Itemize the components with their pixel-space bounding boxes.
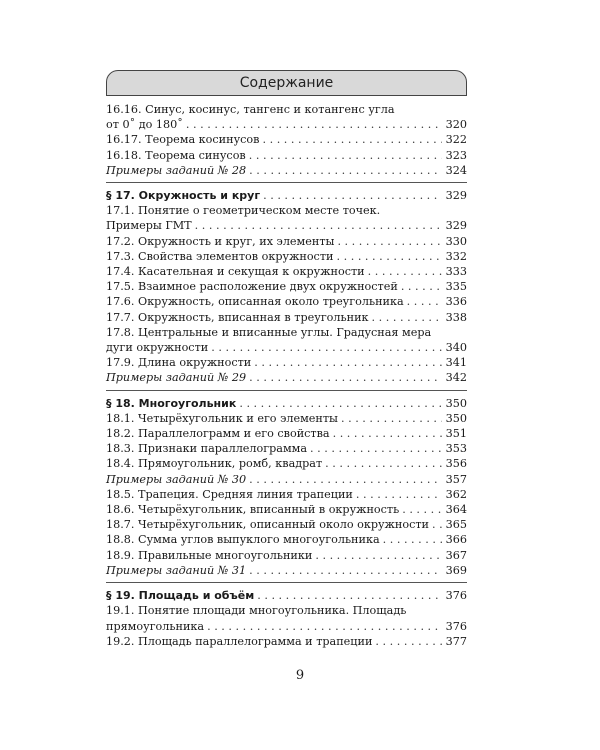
- toc-entry-title: 17.2. Окружность и круг, их элементы: [106, 234, 335, 248]
- toc-page-number: 351: [445, 427, 467, 441]
- toc-entry[interactable]: [106, 294, 467, 309]
- toc-page-number: 367: [445, 548, 467, 562]
- dot-leader: [310, 441, 442, 456]
- dot-leader: [432, 517, 442, 532]
- toc-page-number: 330: [445, 234, 467, 248]
- toc-section: [106, 588, 467, 653]
- dot-leader: [368, 264, 442, 279]
- toc-entry-title: 18.5. Трапеция. Средняя линия трапеции: [106, 487, 353, 501]
- toc-entry-title: 17.1. Понятие о геометрическом месте точек.: [106, 204, 381, 218]
- toc-entry-title: § 19. Площадь и объём: [106, 589, 255, 603]
- toc-exercises-entry[interactable]: [106, 370, 467, 385]
- toc-entry[interactable]: [106, 634, 467, 649]
- toc-entry-title: 18.7. Четырёхугольник, описанный около окружности: [106, 518, 430, 532]
- toc-entry-title: 19.2. Площадь параллелограмма и трапеции: [106, 634, 373, 648]
- toc-entry-title: дуги окружности: [106, 341, 209, 355]
- toc-entry-title: 16.18. Теорема синусов: [106, 148, 246, 162]
- dot-leader: [407, 294, 442, 309]
- dot-leader: [207, 619, 442, 634]
- dot-leader: [325, 456, 442, 471]
- toc-entry-title: 18.9. Правильные многоугольники: [106, 548, 313, 562]
- toc-page-number: 329: [445, 219, 467, 233]
- toc-entry-title: Примеры заданий № 28: [106, 163, 247, 177]
- toc-entry[interactable]: [106, 203, 467, 233]
- toc-entry[interactable]: [106, 102, 467, 132]
- toc-page-number: 365: [445, 518, 467, 532]
- toc-chapter-entry[interactable]: [106, 588, 467, 603]
- toc-page-number: 362: [445, 487, 467, 501]
- dot-leader: [375, 634, 442, 649]
- toc-page-number: 336: [445, 295, 467, 309]
- toc-page-number: 376: [445, 589, 467, 603]
- toc-entry-title: 18.4. Прямоугольник, ромб, квадрат: [106, 457, 323, 471]
- toc-entry[interactable]: [106, 441, 467, 456]
- toc-entry-title: 19.1. Понятие площади многоугольника. Площадь: [106, 604, 407, 618]
- toc-page-number: 376: [445, 619, 467, 633]
- toc-chapter-entry[interactable]: [106, 396, 467, 411]
- dot-leader: [315, 548, 442, 563]
- toc-entry-title: от 0˚ до 180˚: [106, 118, 183, 132]
- toc-page-number: 364: [445, 503, 467, 517]
- toc-entry[interactable]: [106, 603, 467, 633]
- toc-entry[interactable]: [106, 279, 467, 294]
- toc-exercises-entry[interactable]: [106, 163, 467, 178]
- dot-leader: [249, 370, 442, 385]
- toc-entry-title: Примеры ГМТ: [106, 219, 192, 233]
- toc-entry-title: прямоугольника: [106, 619, 205, 633]
- toc-entry-title: Примеры заданий № 29: [106, 371, 247, 385]
- toc-entry[interactable]: [106, 411, 467, 426]
- toc-entry-title: 18.8. Сумма углов выпуклого многоугольника: [106, 533, 380, 547]
- toc-entry-title: Примеры заданий № 30: [106, 472, 247, 486]
- toc-section: [106, 396, 467, 583]
- toc-page-number: 366: [445, 533, 467, 547]
- dot-leader: [249, 472, 442, 487]
- toc-page-number: 322: [445, 133, 467, 147]
- toc-entry[interactable]: [106, 310, 467, 325]
- toc-entry[interactable]: [106, 487, 467, 502]
- toc-page-number: 333: [445, 265, 467, 279]
- toc-entry-title: § 17. Окружность и круг: [106, 189, 261, 203]
- toc-entry-title: 17.4. Касательная и секущая к окружности: [106, 265, 365, 279]
- toc-entry-title: 18.6. Четырёхугольник, вписанный в окружность: [106, 503, 400, 517]
- toc-entry[interactable]: [106, 426, 467, 441]
- toc-page-number: 369: [445, 563, 467, 577]
- toc-entry[interactable]: [106, 456, 467, 471]
- dot-leader: [249, 563, 442, 578]
- toc-entry[interactable]: [106, 132, 467, 147]
- toc-entry[interactable]: [106, 325, 467, 355]
- contents-header: [106, 70, 467, 96]
- dot-leader: [337, 234, 442, 249]
- toc-entry-title: 17.7. Окружность, вписанная в треугольник: [106, 310, 369, 324]
- toc-section: [106, 188, 467, 391]
- dot-leader: [333, 426, 442, 441]
- toc-entry[interactable]: [106, 548, 467, 563]
- dot-leader: [249, 148, 442, 163]
- toc-page-number: 350: [445, 411, 467, 425]
- dot-leader: [249, 163, 442, 178]
- toc-exercises-entry[interactable]: [106, 472, 467, 487]
- dot-leader: [402, 502, 442, 517]
- toc-page-number: 320: [445, 118, 467, 132]
- toc-entry[interactable]: [106, 517, 467, 532]
- dot-leader: [186, 117, 442, 132]
- toc-entry-title: 18.2. Параллелограмм и его свойства: [106, 427, 330, 441]
- toc-page-number: 323: [445, 148, 467, 162]
- toc-page-number: 353: [445, 442, 467, 456]
- toc-page-number: 332: [445, 249, 467, 263]
- toc-entry-title: 17.6. Окружность, описанная около треугольника: [106, 295, 404, 309]
- dot-leader: [356, 487, 442, 502]
- toc-entry[interactable]: [106, 502, 467, 517]
- toc-page-number: 340: [445, 341, 467, 355]
- toc-entry-title: 17.9. Длина окружности: [106, 356, 252, 370]
- toc-page-number: 338: [445, 310, 467, 324]
- toc-page-number: 357: [445, 472, 467, 486]
- dot-leader: [372, 310, 442, 325]
- dot-leader: [195, 218, 442, 233]
- dot-leader: [336, 249, 442, 264]
- toc-entry[interactable]: [106, 355, 467, 370]
- toc-page-number: 377: [445, 634, 467, 648]
- toc-page-number: 324: [445, 163, 467, 177]
- contents-title: Содержание: [239, 75, 334, 91]
- toc-entry-title: 17.3. Свойства элементов окружности: [106, 249, 334, 263]
- toc-page-number: 329: [445, 189, 467, 203]
- toc-entry-title: § 18. Многоугольник: [106, 396, 237, 410]
- page-number: 9: [295, 668, 305, 683]
- toc-entry-title: 18.3. Признаки параллелограмма: [106, 442, 308, 456]
- dot-leader: [257, 588, 442, 603]
- dot-leader: [262, 132, 442, 147]
- toc-entry[interactable]: [106, 234, 467, 249]
- dot-leader: [383, 532, 442, 547]
- dot-leader: [211, 340, 442, 355]
- toc-page-number: 356: [445, 457, 467, 471]
- toc-page-number: 350: [445, 396, 467, 410]
- toc-entry-title: 16.17. Теорема косинусов: [106, 133, 260, 147]
- toc-entry[interactable]: [106, 148, 467, 163]
- toc-exercises-entry[interactable]: [106, 563, 467, 578]
- toc-section: [106, 102, 467, 183]
- toc-chapter-entry[interactable]: [106, 188, 467, 203]
- toc-entry[interactable]: [106, 532, 467, 547]
- table-of-contents: [106, 102, 467, 658]
- toc-page-number: 341: [445, 356, 467, 370]
- toc-entry[interactable]: [106, 249, 467, 264]
- toc-entry-title: 18.1. Четырёхугольник и его элементы: [106, 411, 338, 425]
- toc-entry-title: 16.16. Синус, косинус, тангенс и котангенс угла: [106, 103, 395, 116]
- dot-leader: [401, 279, 442, 294]
- dot-leader: [254, 355, 442, 370]
- toc-entry-title: 17.5. Взаимное расположение двух окружностей: [106, 280, 398, 294]
- toc-entry-title: Примеры заданий № 31: [106, 563, 247, 577]
- toc-entry[interactable]: [106, 264, 467, 279]
- toc-page-number: 342: [445, 371, 467, 385]
- dot-leader: [239, 396, 442, 411]
- dot-leader: [341, 411, 442, 426]
- toc-page-number: 335: [445, 280, 467, 294]
- dot-leader: [263, 188, 442, 203]
- toc-entry-title: 17.8. Центральные и вписанные углы. Градусная мера: [106, 325, 432, 339]
